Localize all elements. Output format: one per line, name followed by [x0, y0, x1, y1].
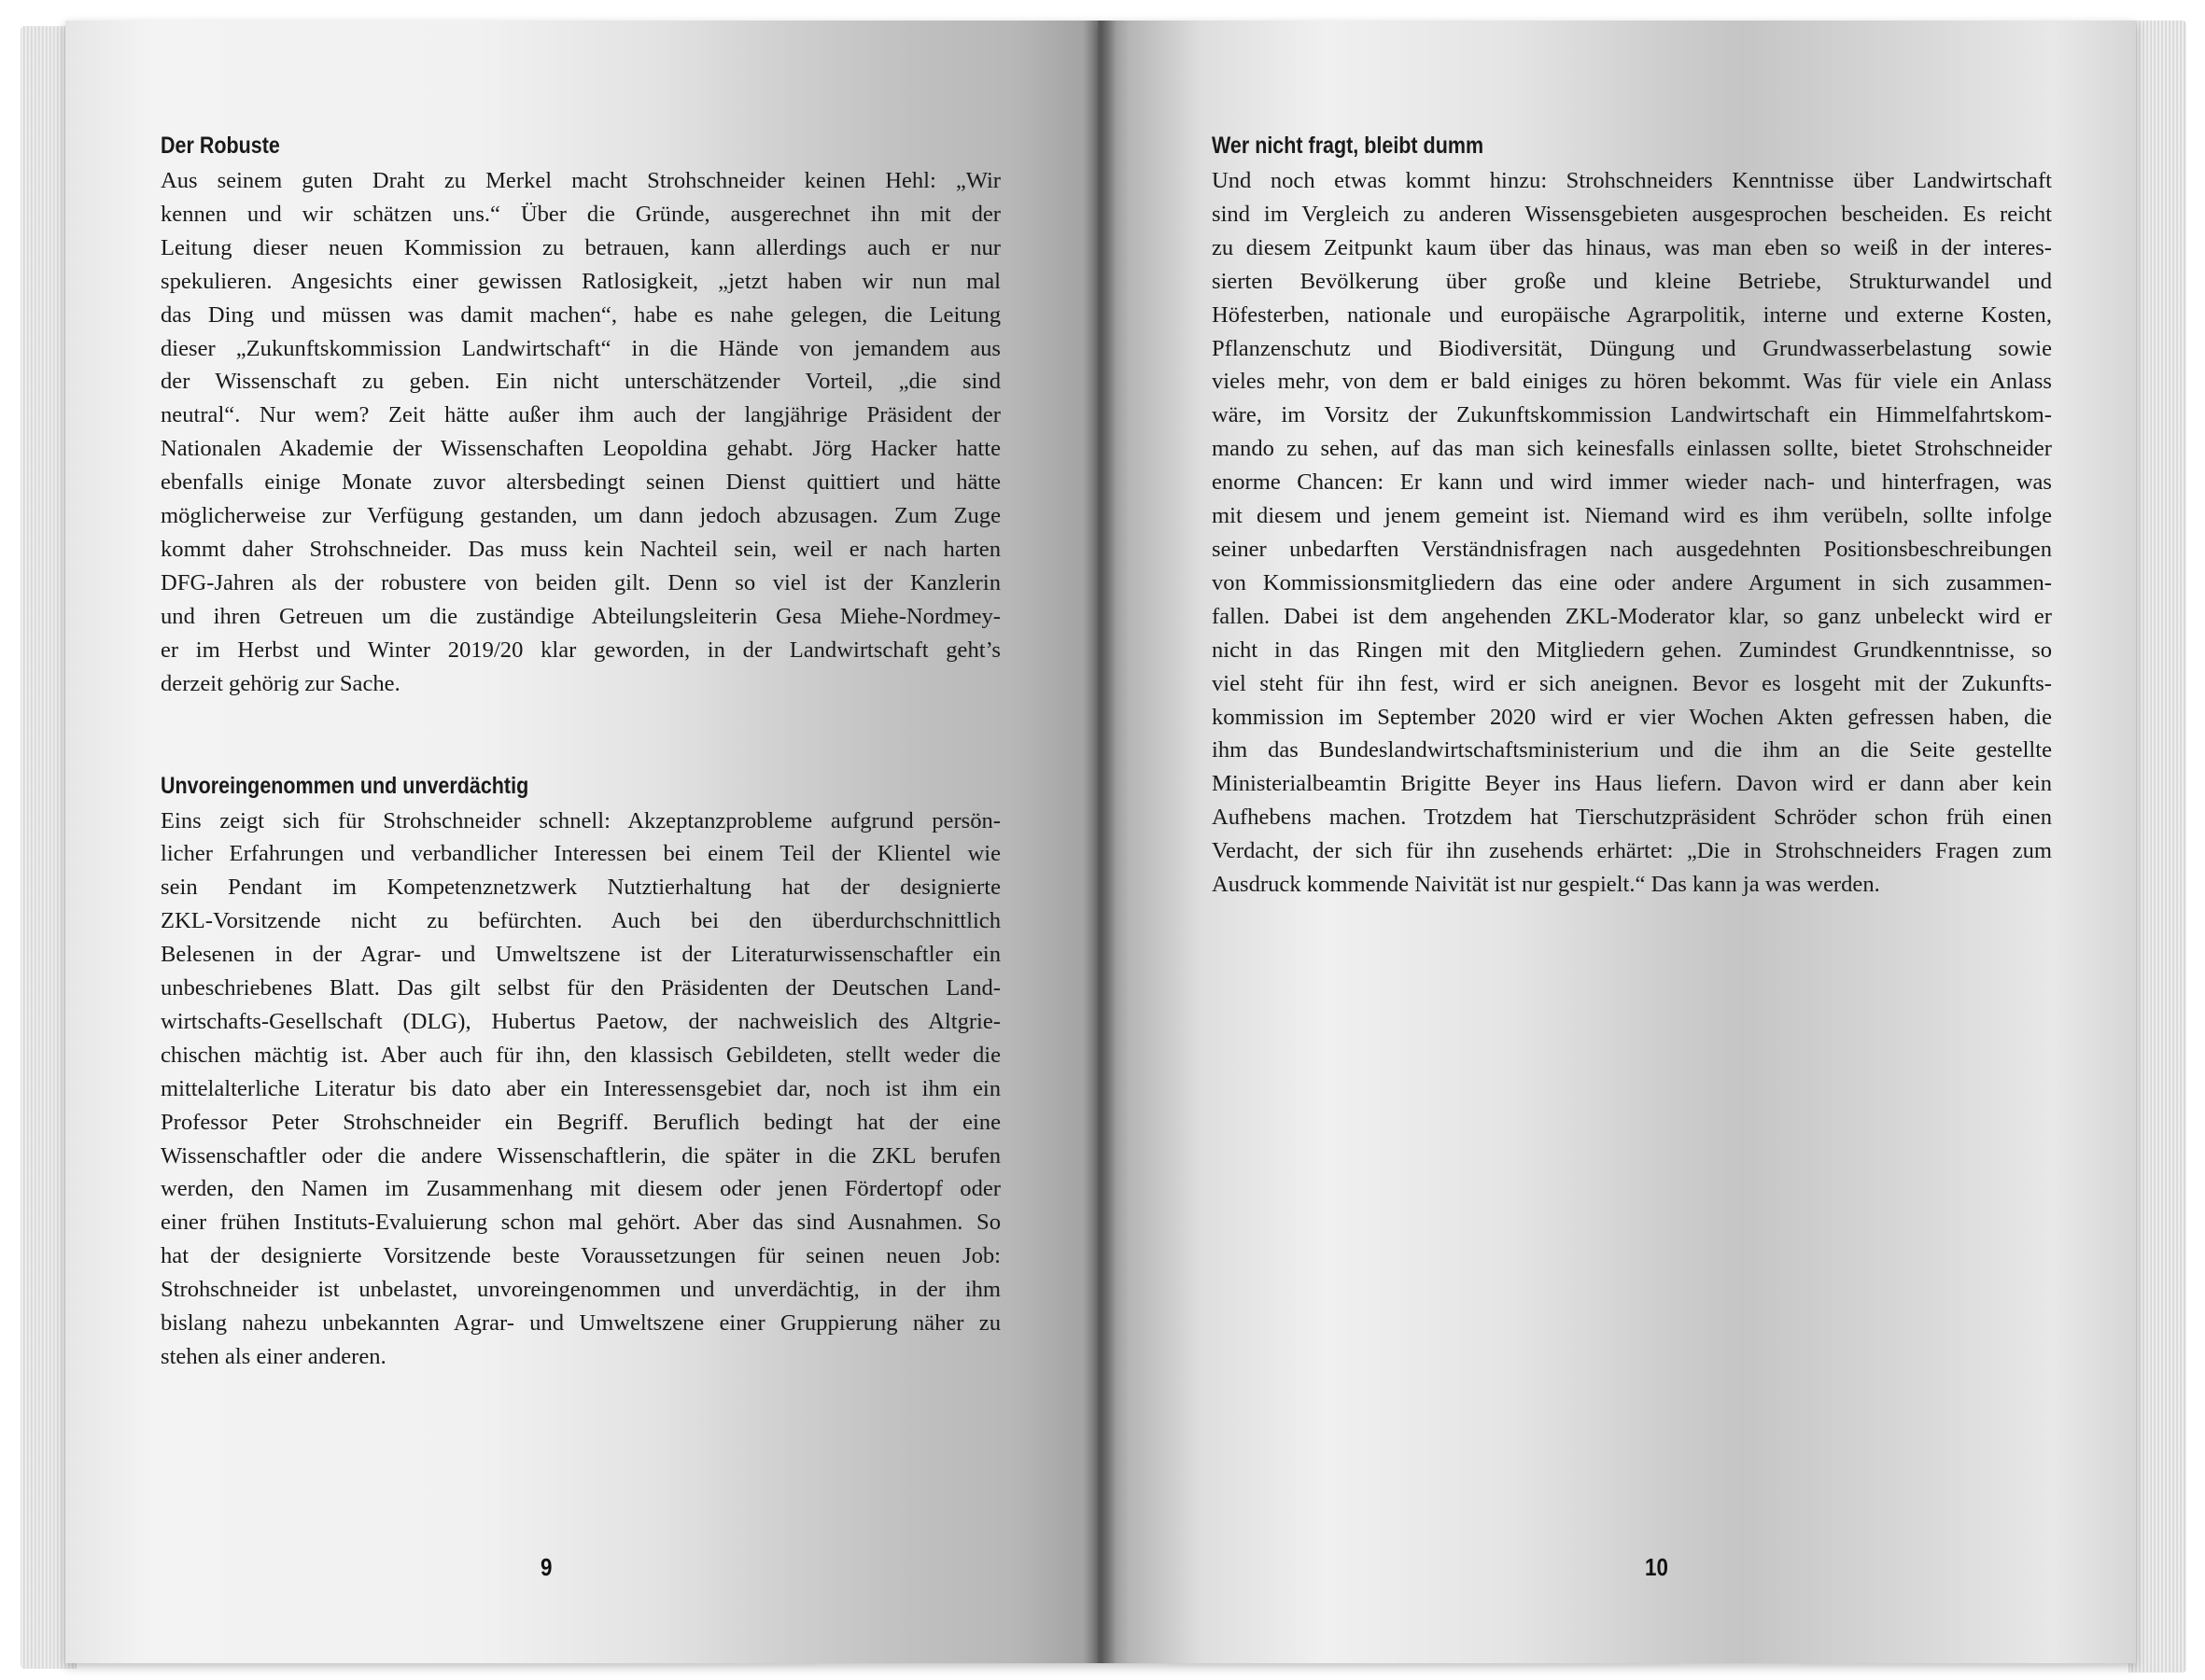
text-line: das Ding und müssen was damit machen“, habe es nahe gelegen, die Leitung: [161, 301, 1001, 328]
text-line: möglicherweise zur Verfügung gestanden, um dann jedoch abzusagen. Zum Zuge: [161, 503, 1001, 529]
right-page-text: [1212, 127, 2052, 902]
section-paragraph: [161, 164, 1001, 701]
text-line: mittelalterliche Literatur bis dato aber ein Interessensgebiet dar, noch ist ihm ein: [161, 1075, 1001, 1101]
text-line: kommt daher Strohschneider. Das muss kein Nachteil sein, weil er nach harten: [161, 536, 1001, 562]
text-line: fallen. Dabei ist dem angehenden ZKL-Moderator klar, so ganz unbeleckt wird er: [1212, 603, 2052, 629]
text-line: Eins zeigt sich für Strohschneider schnell: Akzeptanzprobleme aufgrund persön-: [161, 807, 1001, 833]
text-line: Wissenschaftler oder die andere Wissenschaftlerin, die später in die ZKL berufen: [161, 1142, 1001, 1169]
text-line: Höfesterben, nationale und europäische Agrarpolitik, interne und externe Kosten,: [1212, 301, 2052, 328]
section-paragraph: [161, 805, 1001, 1374]
text-line: enorme Chancen: Er kann und wird immer wieder nach- und hinterfragen, was: [1212, 469, 2052, 496]
text-line: viel steht für ihn fest, wird er sich aneignen. Bevor es losgeht mit der Zukunfts-: [1212, 670, 2052, 696]
text-line: wirtschafts-Gesellschaft (DLG), Hubertus Paetow, der nachweislich des Altgrie-: [161, 1008, 1001, 1034]
text-line: neutral“. Nur wem? Zeit hätte außer ihm auch der langjährige Präsident der: [161, 402, 1001, 428]
text-line: Ministerialbeamtin Brigitte Beyer ins Haus liefern. Davon wird er dann aber kein: [1212, 771, 2052, 797]
text-line: wäre, im Vorsitz der Zukunftskommission Landwirtschaft ein Himmelfahrtskom-: [1212, 402, 2052, 428]
text-line: nicht in das Ringen mit den Mitgliedern gehen. Zumindest Grundkenntnisse, so: [1212, 637, 2052, 663]
text-line: hat der designierte Vorsitzende beste Voraussetzungen für seinen neuen Job:: [161, 1243, 1001, 1269]
text-line: bislang nahezu unbekannten Agrar- und Umweltszene einer Gruppierung näher zu: [161, 1310, 1001, 1337]
text-line: mando zu sehen, auf das man sich keinesfalls einlassen sollte, bietet Strohschneider: [1212, 436, 2052, 462]
text-line: einer frühen Instituts-Evaluierung schon mal gehört. Aber das sind Ausnahmen. So: [161, 1210, 1001, 1236]
text-line: ihm das Bundeslandwirtschaftsministerium und die ihm an die Seite gestellte: [1212, 737, 2052, 763]
left-page-text: [161, 127, 1001, 1374]
section-wer-nicht-fragt: [1212, 127, 2052, 902]
text-line: chischen mächtig ist. Aber auch für ihn, den klassisch Gebildeten, stellt weder die: [161, 1042, 1001, 1068]
text-line: derzeit gehörig zur Sache.: [161, 670, 400, 696]
text-line: Aufhebens machen. Trotzdem hat Tierschutzpräsident Schröder schon früh einen: [1212, 805, 2052, 831]
text-line: Ausdruck kommende Naivität ist nur gespielt.“ Das kann ja was werden.: [1212, 872, 1880, 898]
text-line: seiner unbedarften Verständnisfragen nach ausgedehnten Positionsbeschreibungen: [1212, 536, 2052, 562]
text-line: DFG-Jahren als der robustere von beiden gilt. Denn so viel ist der Kanzlerin: [161, 569, 1001, 595]
text-line: licher Erfahrungen und verbandlicher Interessen bei einem Teil der Klientel wie: [161, 841, 1001, 867]
section-der-robuste: [161, 127, 1001, 701]
text-line: sein Pendant im Kompetenznetzwerk Nutztierhaltung hat der designierte: [161, 875, 1001, 901]
text-line: Leitung dieser neuen Kommission zu betrauen, kann allerdings auch er nur: [161, 234, 1001, 260]
text-line: der Wissenschaft zu geben. Ein nicht unterschätzender Vorteil, „die sind: [161, 369, 1001, 395]
text-line: ZKL-Vorsitzende nicht zu befürchten. Auch bei den überdurchschnittlich: [161, 908, 1001, 934]
text-line: spekulieren. Angesichts einer gewissen Ratlosigkeit, „jetzt haben wir nun mal: [161, 268, 1001, 294]
text-line: werden, den Namen im Zusammenhang mit diesem oder jenen Fördertopf oder: [161, 1176, 1001, 1202]
text-line: Strohschneider ist unbelastet, unvoreingenommen und unverdächtig, in der ihm: [161, 1277, 1001, 1303]
page-number-left: 9: [541, 1553, 553, 1581]
text-line: sierten Bevölkerung über große und kleine Betriebe, Strukturwandel und: [1212, 268, 2052, 294]
text-line: ebenfalls einige Monate zuvor altersbedingt seinen Dienst quittiert und hätte: [161, 469, 1001, 496]
text-line: Und noch etwas kommt hinzu: Strohschneiders Kenntnisse über Landwirtschaft: [1212, 168, 2052, 193]
text-line: dieser „Zukunftskommission Landwirtschaft“ in die Hände von jemandem aus: [161, 335, 1001, 361]
text-line: Professor Peter Strohschneider ein Begriff. Beruflich bedingt hat der eine: [161, 1109, 1001, 1135]
section-heading: Der Robuste: [161, 133, 280, 159]
section-heading: Unvoreingenommen und unverdächtig: [161, 772, 529, 799]
text-line: Belesenen in der Agrar- und Umweltszene ist der Literaturwissenschaftler ein: [161, 942, 1001, 968]
text-line: von Kommissionsmitgliedern das eine oder andere Argument in sich zusammen-: [1212, 569, 2052, 595]
text-line: Nationalen Akademie der Wissenschaften Leopoldina gehabt. Jörg Hacker hatte: [161, 436, 1001, 462]
book-gutter: [1083, 21, 1117, 1663]
text-line: kommission im September 2020 wird er vier Wochen Akten gefressen haben, die: [1212, 704, 2052, 730]
text-line: unbeschriebenes Blatt. Das gilt selbst für den Präsidenten der Deutschen Land-: [161, 975, 1001, 1001]
page-stack-right-edge: [2128, 21, 2186, 1673]
section-heading: Wer nicht fragt, bleibt dumm: [1212, 133, 1484, 159]
section-unvoreingenommen: [161, 767, 1001, 1374]
text-line: stehen als einer anderen.: [161, 1344, 386, 1369]
text-line: sind im Vergleich zu anderen Wissensgebieten ausgesprochen bescheiden. Es reicht: [1212, 201, 2052, 227]
text-line: vieles mehr, von dem er bald einiges zu hören bekommt. Was für viele ein Anlass: [1212, 369, 2052, 395]
page-number-right: 10: [1645, 1553, 1668, 1581]
text-line: und ihren Getreuen um die zuständige Abteilungsleiterin Gesa Miehe-Nordmey-: [161, 603, 1001, 629]
text-line: zu diesem Zeitpunkt kaum über das hinaus, was man eben so weiß in der interes-: [1212, 234, 2052, 260]
text-line: Aus seinem guten Draht zu Merkel macht Strohschneider keinen Hehl: „Wir: [161, 168, 1001, 193]
text-line: er im Herbst und Winter 2019/20 klar geworden, in der Landwirtschaft geht’s: [161, 637, 1001, 663]
text-line: Pflanzenschutz und Biodiversität, Düngung und Grundwasserbelastung sowie: [1212, 335, 2052, 361]
section-paragraph: [1212, 164, 2052, 902]
text-line: kennen und wir schätzen uns.“ Über die Gründe, ausgerechnet ihn mit der: [161, 201, 1001, 227]
text-line: mit diesem und jenem gemeint ist. Niemand wird es ihm verübeln, sollte infolge: [1212, 503, 2052, 529]
text-line: Verdacht, der sich für ihn zusehends erhärtet: „Die in Strohschneiders Fragen zum: [1212, 838, 2052, 864]
